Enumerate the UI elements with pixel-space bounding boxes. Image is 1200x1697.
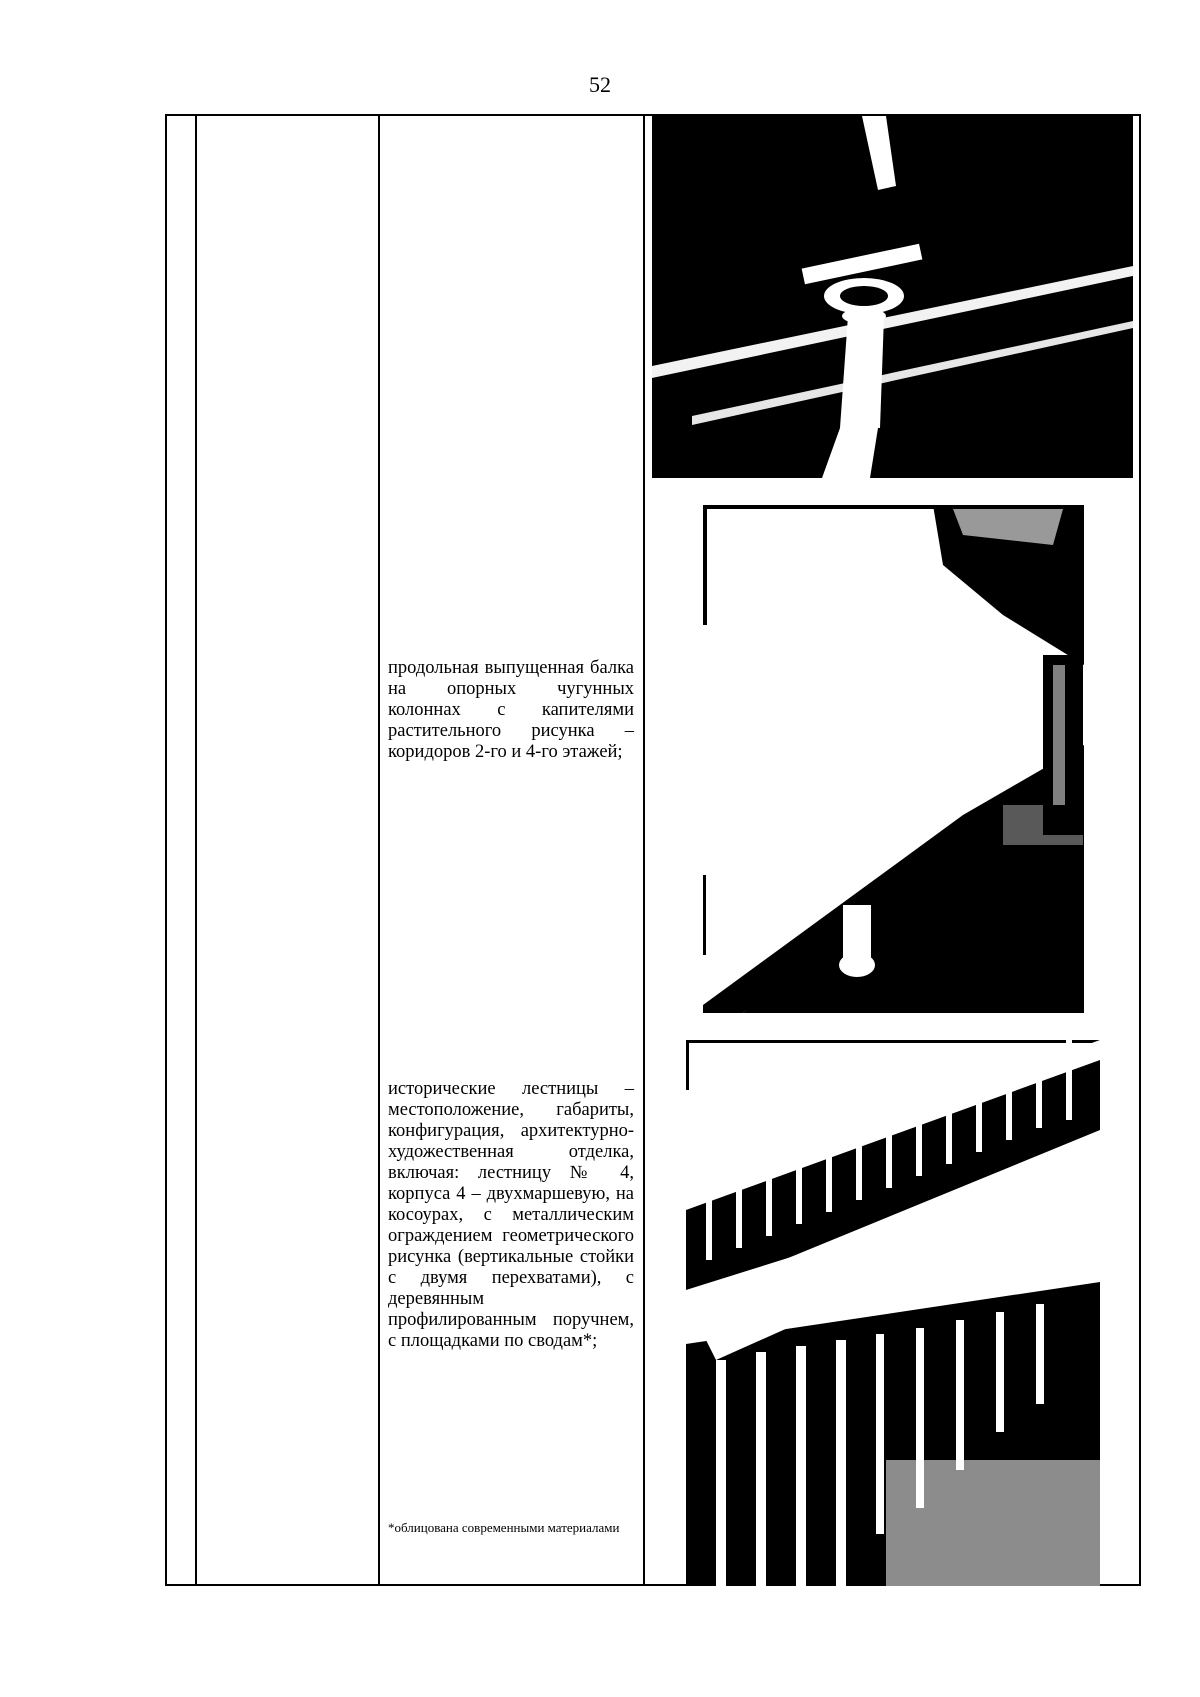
table-column-divider [195,116,197,1584]
page-number: 52 [589,72,611,97]
row-1-description: продольная выпущенная балка на опорных чугунных колоннах с капителями растительного рисунка – коридоров 2-го и 4-го этажей; [388,658,634,762]
row-2-footnote: *облицована современными материалами [388,1520,620,1535]
table-column-divider [643,116,645,1584]
row-2-description: исторические лестницы – местоположение, габариты, конфигурация, архитектурно-художественная отделка, включая: лестницу № 4, корпуса 4 – двухмаршевую, на косоурах, с металлическим ограждением геометрического рисунка (вертикальные стойки с двумя перехватами), с деревянным профилированным поручнем, с площадками по сводам*; [388,1079,634,1351]
photo-corridor-beam [703,505,1084,1013]
table-column-divider [378,116,380,1584]
photo-beam-column [652,116,1133,478]
photo-staircase [686,1040,1100,1586]
